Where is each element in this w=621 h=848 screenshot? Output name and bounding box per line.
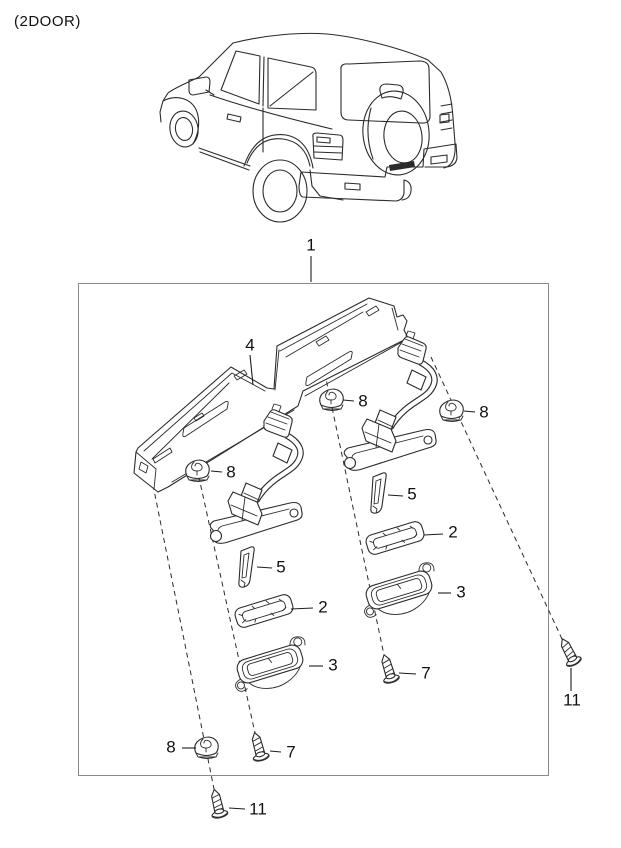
gasket-right bbox=[364, 520, 425, 556]
callout-bracket: 4 bbox=[245, 335, 255, 355]
callout-screw-right: 7 bbox=[421, 663, 431, 683]
callout-clip-top-left: 8 bbox=[226, 462, 236, 482]
callout-clip-mid: 8 bbox=[358, 391, 368, 411]
screw-left bbox=[247, 731, 270, 763]
callout-assembly: 1 bbox=[306, 235, 316, 255]
screw-outside-bottom bbox=[206, 788, 228, 820]
clip-top-left bbox=[186, 460, 210, 482]
callout-gasket-left: 2 bbox=[318, 597, 328, 617]
housing-left bbox=[227, 635, 315, 699]
screw-outside-right bbox=[555, 635, 582, 668]
rear-bumper bbox=[301, 144, 457, 177]
screw-right bbox=[376, 652, 400, 684]
callout-housing-right: 3 bbox=[456, 582, 466, 602]
callout-clip-right: 8 bbox=[479, 402, 489, 422]
bumper-reflector bbox=[431, 155, 447, 164]
callout-gasket-right: 2 bbox=[448, 522, 458, 542]
callout-screw-left: 7 bbox=[286, 742, 296, 762]
callout-screw-outside-right: 11 bbox=[563, 690, 581, 710]
front-wheel bbox=[167, 109, 200, 149]
rear-vents bbox=[441, 104, 452, 130]
callout-lens-left: 5 bbox=[276, 557, 286, 577]
callout-clip-bottom-left: 8 bbox=[166, 737, 176, 757]
lens-right bbox=[371, 473, 386, 513]
lens-left bbox=[239, 547, 254, 587]
gasket-left bbox=[233, 593, 294, 629]
door-handle bbox=[227, 114, 241, 122]
side-mirror bbox=[189, 77, 210, 95]
vehicle-illustration bbox=[160, 33, 457, 222]
callout-housing-left: 3 bbox=[328, 655, 338, 675]
callout-screw-outside-bottom: 11 bbox=[249, 799, 267, 819]
door-window bbox=[221, 51, 260, 104]
clip-mid bbox=[320, 389, 344, 411]
variant-label: (2DOOR) bbox=[14, 13, 81, 30]
vehicle-roof-outline bbox=[233, 33, 455, 168]
callout-lens-right: 5 bbox=[407, 484, 417, 504]
housing-right bbox=[356, 561, 444, 625]
clip-bottom-left bbox=[195, 737, 219, 759]
